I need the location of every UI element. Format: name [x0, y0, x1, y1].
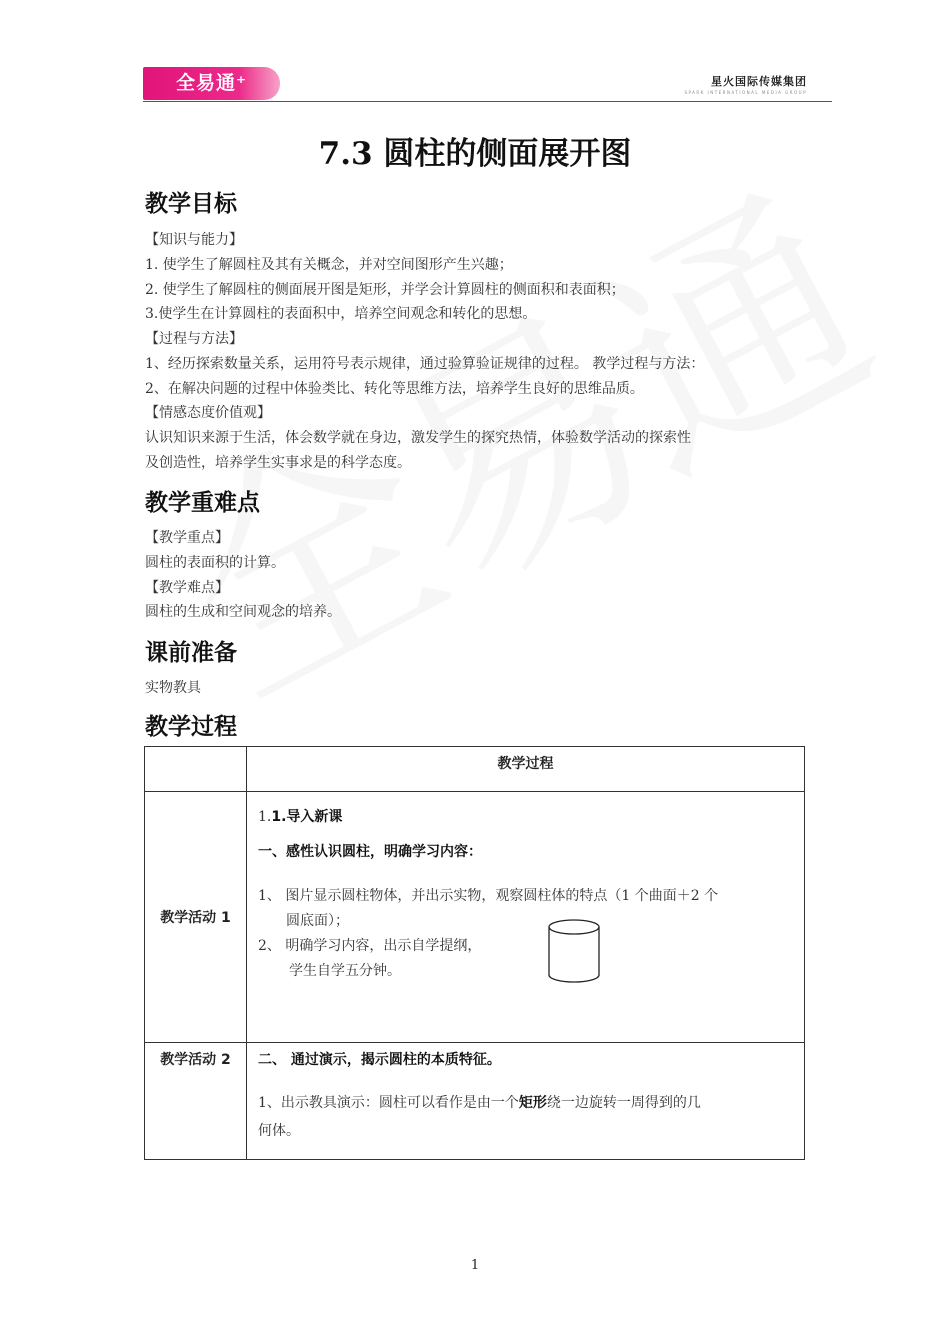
activity1-line5: 2、 明确学习内容，出示自学提纲， — [258, 938, 482, 954]
heading-preparation: 课前准备 — [145, 640, 237, 666]
activity1-line3: 1、 图片显示圆柱物体，并出示实物，观察圆柱体的特点（1 个曲面＋2 个 — [258, 888, 719, 904]
focus-text: 圆柱的表面积的计算。 — [145, 555, 285, 571]
publisher-name: 星火国际传媒集团 — [711, 75, 807, 88]
label-focus: 【教学重点】 — [145, 530, 229, 546]
activity2-line3: 何体。 — [258, 1123, 300, 1139]
label-emotion: 【情感态度价值观】 — [145, 405, 271, 421]
preparation-text: 实物教具 — [145, 680, 201, 696]
table-header-empty — [145, 747, 247, 792]
header-divider — [143, 101, 832, 102]
page-number: 1 — [470, 1258, 480, 1273]
label-difficulty: 【教学难点】 — [145, 580, 229, 596]
activity1-content — [247, 792, 805, 1043]
label-process: 【过程与方法】 — [145, 331, 243, 347]
activity1-line6: 学生自学五分钟。 — [289, 963, 401, 979]
activity1-line4: 圆底面）； — [286, 913, 349, 929]
label-knowledge: 【知识与能力】 — [145, 232, 243, 248]
heading-key-points: 教学重难点 — [145, 490, 260, 516]
objective-k1: 1. 使学生了解圆柱及其有关概念，并对空间图形产生兴趣； — [145, 257, 513, 273]
objective-e1: 认识知识来源于生活，体会数学就在身边，激发学生的探究热情，体验数学活动的探索性 — [145, 430, 691, 446]
objective-e2: 及创造性，培养学生实事求是的科学态度。 — [145, 455, 411, 471]
brand-logo: 全易通⁺ — [143, 67, 280, 100]
difficulty-text: 圆柱的生成和空间观念的培养。 — [145, 604, 341, 620]
publisher-brand — [684, 73, 807, 95]
table-header: 教学过程 — [247, 747, 805, 792]
page-title: 7.3 圆柱的侧面展开图 — [318, 136, 632, 172]
activity1-line1: 1.1.导入新课 — [258, 809, 343, 825]
cylinder-figure — [547, 918, 603, 985]
objective-p1: 1、经历探索数量关系，运用符号表示规律，通过验算验证规律的过程。 教学过程与方法： — [145, 356, 705, 372]
objective-k2: 2. 使学生了解圆柱的侧面展开图是矩形，并学会计算圆柱的侧面积和表面积； — [145, 282, 625, 298]
activity1-line2: 一、感性认识圆柱，明确学习内容： — [258, 844, 482, 860]
heading-objectives: 教学目标 — [145, 191, 237, 217]
objective-k3: 3.使学生在计算圆柱的表面积中，培养空间观念和转化的思想。 — [145, 306, 537, 322]
publisher-name-en: SPARK INTERNATIONAL MEDIA GROUP — [684, 90, 807, 95]
activity2-line2: 1、出示教具演示：圆柱可以看作是由一个矩形绕一边旋转一周得到的几 — [258, 1095, 701, 1111]
activity2-label: 教学活动 2 — [145, 1043, 247, 1160]
heading-process: 教学过程 — [145, 714, 237, 740]
process-table — [144, 746, 805, 1160]
activity2-line1: 二、 通过演示，揭示圆柱的本质特征。 — [258, 1052, 501, 1068]
objective-p2: 2、在解决问题的过程中体验类比、转化等思维方法，培养学生良好的思维品质。 — [145, 381, 644, 397]
activity1-label: 教学活动 1 — [145, 792, 247, 1043]
activity2-content — [247, 1043, 805, 1160]
